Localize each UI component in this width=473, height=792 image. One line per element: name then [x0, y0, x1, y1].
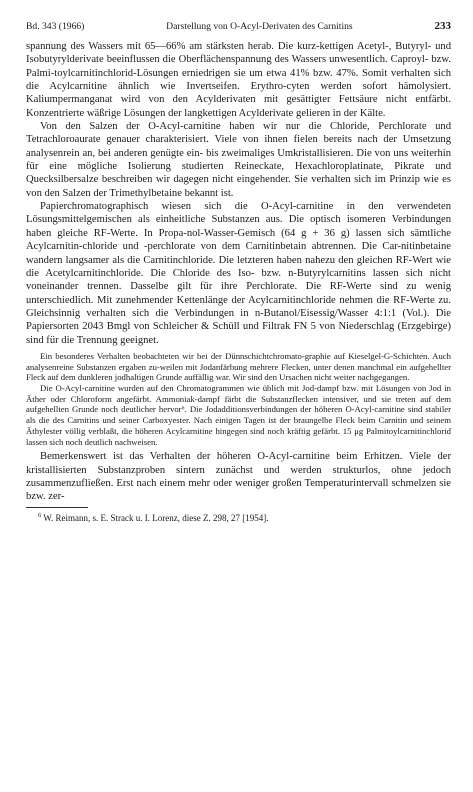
- footnote: [26, 510, 451, 524]
- small-paragraph: Ein besonderes Verhalten beobachteten wir bei der Dünnschichtchromato-graphie auf Kieselgel-G-Schichten. Auch analysenreine Substanzen ergaben zu-weilen mit Jodanfärbung mehrere Flecken, unter denen manchmal ein aufgehellter Fleck auf dem dunkleren jodhaltigen Grunde auffällig war. Wir sind den Ursachen nicht weiter nachgegangen.: [26, 350, 451, 383]
- volume-info: Bd. 343 (1966): [26, 21, 85, 32]
- small-paragraph: Die O-Acyl-carnitine wurden auf den Chromatogrammen wie üblich mit Jod-dampf bzw. mit Lösungen von Jod in Äther oder Chloroform angefärbt. Ammoniak-dampf färbt die Substanzflecken intensiver, und sie treten auf dem aufgehellten Grunde noch deutlicher hervor⁶. Die Jodadditionsverbindungen der höheren O-Acyl-carnitine sind stabiler als die des Carnitins und seiner Carboxyester. Nach einigen Tagen ist der braungelbe Fleck beim Carnitin und seinem Äthylester völlig verblaßt, die höheren Acylcarnitine hingegen sind noch kräftig gefärbt. 15 μg Palmitoylcarnitinchlorid lassen sich noch deutlich nachweisen.: [26, 383, 451, 447]
- footnote-text: W. Reimann, s. E. Strack u. I. Lorenz, diese Z. 298, 27 [1954].: [43, 512, 269, 523]
- footnote-divider: [26, 507, 88, 508]
- main-text-continued: [26, 450, 451, 503]
- running-header: [26, 20, 451, 33]
- paragraph: Von den Salzen der O-Acyl-carnitine haben wir nur die Chloride, Perchlorate und Tetrachloroaurate genauer charakterisiert. Viele von ihnen fielen bereits nach der Umsetzung analysenrein an, bei anderen genügte ein- bis zweimaliges Umkristallisieren. Die von uns weiterhin für eine mögliche Isolierung studierten Reineckate, Hexachloroplatinate, Pikrate und Quecksilbersalze beschreiben wir dagegen nicht eingehender. Sie verhalten sich im Prinzip wie es von den Salzen der Trimethylbetaine bekannt ist.: [26, 121, 451, 199]
- small-print-section: [26, 351, 451, 447]
- page-number: 233: [434, 20, 451, 32]
- paragraph: spannung des Wassers mit 65—66% am stärksten herab. Die kurz-kettigen Acetyl-, Butyryl- und Isobutyrylderivate beeinflussen die Oberflächenspannung des Wassers unwesentlich. Caproyl- bzw. Palmi-toylcarnitinchlorid-Lösungen erniedrigen sie um etwa 41% bzw. 47%. Somit verhalten sich die Acylcarnitine ähnlich wie Invertseifen. Erythro-cyten werden sofort hämolysiert. Kaliumpermanganat wird von den Acylderivaten mit gesättigter Fettsäure nicht entfärbt. Konzentrierte wäßrige Lösungen der langkettigen Acylderivate gelieren in der Kälte.: [26, 41, 451, 119]
- footnote-number: 6: [38, 511, 42, 519]
- paragraph: Bemerkenswert ist das Verhalten der höheren O-Acyl-carnitine beim Erhitzen. Viele der kristallisierten Substanzproben sintern zunächst und werden strukturlos, ohne jedoch zusammenzufließen. Erst nach einem mehr oder weniger großen Temperaturintervall schmelzen sie bzw. zer-: [26, 451, 451, 503]
- running-title: Darstellung von O-Acyl-Derivaten des Carnitins: [166, 21, 353, 32]
- paragraph: Papierchromatographisch wiesen sich die O-Acyl-carnitine in den verwendeten Lösungsmittelgemischen als einheitliche Substanzen aus. Die optisch isomeren Verbindungen haben gleiche RF-Werte. In Propa-nol-Wasser-Gemisch (64 g + 36 g) lassen sich sämtliche Acylcarnitin-chloride und -perchlorate von dem Carnitinbetain abtrennen. Die Car-nitinbetaine wandern langsamer als die Carnitinchloride. Die letzteren haben nahezu den gleichen RF-Wert wie die Acetylcarnitinchloride. Die Chloride des Iso- bzw. n-Butyrylcarnitins lassen sich nicht voneinander trennen. Dasselbe gilt für ihre Perchlorate. Die RF-Werte sind zu wenig unterschiedlich. Mit zunehmender Kettenlänge der Acylcarnitinchloride nehmen die RF-Werte zu. Gleichsinnig verhalten sich die Verbindungen in n-Butanol/Eisessig/Wasser 4:1:1 (Vol.). Die Papiersorten 2043 Bmgl von Schleicher & Schüll und Filtrak FN 5 von Niederschlag (Erzgebirge) sind für die Trennung geeignet.: [26, 201, 451, 346]
- main-text: [26, 40, 451, 347]
